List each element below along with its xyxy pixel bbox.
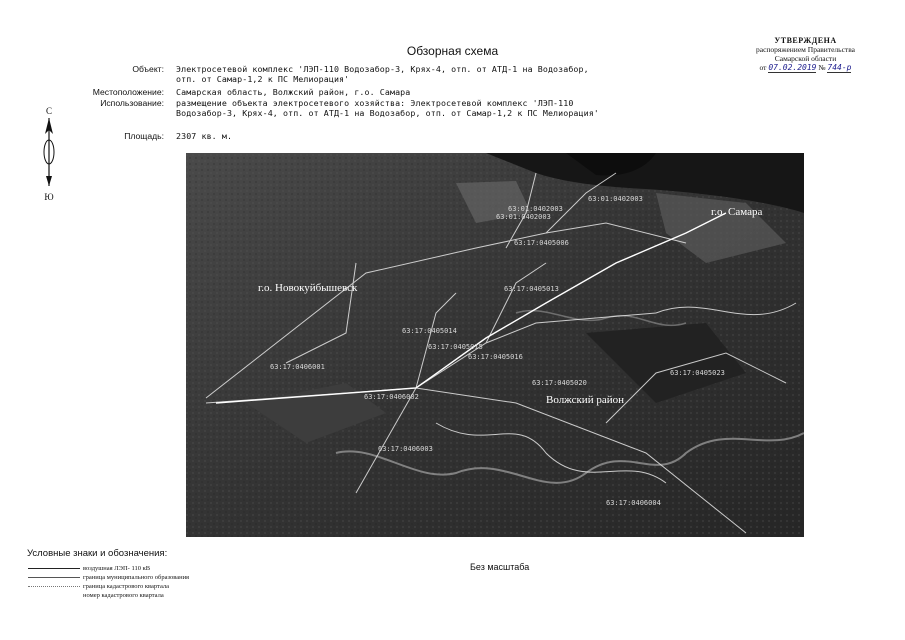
legend-text: номер кадастрового квартала xyxy=(83,592,164,599)
quarter-label: 63:17:0406002 xyxy=(364,393,419,401)
legend-item-municipal-boundary xyxy=(28,573,248,582)
info-usage-label: Использование: xyxy=(100,98,164,108)
approval-number-label: № xyxy=(818,63,826,72)
compass-north: С xyxy=(45,106,53,116)
place-novokuibyshevsk: г.о. Новокуйбышевск xyxy=(258,282,358,294)
legend-text: граница кадастрового квартала xyxy=(83,583,170,590)
north-arrow xyxy=(34,104,64,204)
legend-title: Условные знаки и обозначения: xyxy=(27,548,168,559)
quarter-label: 63:17:0405015 xyxy=(428,343,483,351)
approval-line-2: Самарской области xyxy=(774,54,837,63)
quarter-label: 63:17:0405016 xyxy=(468,353,523,361)
info-usage-value: размещение объекта электросетевого хозяйства: Электросетевой комплекс 'ЛЭП-110 Водозабор-3, Крях-4, отп. от АТД-1 на Водозабор, отп. от Самар-1,2 к ПС Мелиорация' xyxy=(176,98,599,118)
quarter-label: 63:17:0405013 xyxy=(504,285,559,293)
compass-icon xyxy=(34,104,64,204)
quarter-label: 63:01:0402003 xyxy=(496,213,551,221)
quarter-label: 63:01:0402003 xyxy=(508,205,563,213)
legend-text: граница муниципального образования xyxy=(83,574,190,581)
info-location-value: Самарская область, Волжский район, г.о. Самара xyxy=(176,87,411,97)
quarter-label: 63:17:0405014 xyxy=(402,327,457,335)
info-location-row xyxy=(4,87,624,98)
quarter-label: 63:17:0405023 xyxy=(670,369,725,377)
info-area-row xyxy=(4,131,624,142)
legend-item-quarter-number xyxy=(28,591,248,600)
map-title: Обзорная схема xyxy=(406,44,499,58)
map-svg xyxy=(186,153,804,537)
scale-note: Без масштаба xyxy=(470,562,530,572)
quarter-label: 63:17:0406004 xyxy=(606,499,661,507)
place-volzhsky: Волжский район xyxy=(546,394,624,406)
info-object-label: Объект: xyxy=(132,64,164,74)
approval-from-label: от xyxy=(759,63,767,72)
approval-line-1: распоряжением Правительства xyxy=(756,45,855,54)
quarter-label: 63:17:0406003 xyxy=(378,445,433,453)
info-usage-row xyxy=(4,98,624,130)
approval-stamp xyxy=(738,36,873,72)
satellite-map xyxy=(186,153,804,537)
legend-item-quarter-boundary xyxy=(28,582,248,591)
quarter-label: 63:01:0402003 xyxy=(588,195,643,203)
info-area-label: Площадь: xyxy=(124,131,164,141)
quarter-label: 63:17:0405006 xyxy=(514,239,569,247)
quarter-label: 63:17:0405020 xyxy=(532,379,587,387)
quarter-label: 63:17:0406001 xyxy=(270,363,325,371)
legend-text: воздушная ЛЭП- 110 кВ xyxy=(83,565,151,572)
info-object-row xyxy=(4,64,624,86)
place-samara: г.о. Самара xyxy=(711,206,763,218)
approval-date: 07.02.2019 xyxy=(768,63,817,72)
approval-heading: УТВЕРЖДЕНА xyxy=(774,36,837,45)
info-area-value: 2307 кв. м. xyxy=(176,131,233,141)
legend-item-power-line xyxy=(28,564,248,573)
info-location-label: Местоположение: xyxy=(92,87,164,97)
info-object-value: Электросетевой комплекс 'ЛЭП-110 Водозабор-3, Крях-4, отп. от АТД-1 на Водозабор, отп. от Самар-1,2 к ПС Мелиорация' xyxy=(176,64,589,84)
compass-south: Ю xyxy=(44,192,54,202)
approval-number: 744-р xyxy=(827,63,852,72)
